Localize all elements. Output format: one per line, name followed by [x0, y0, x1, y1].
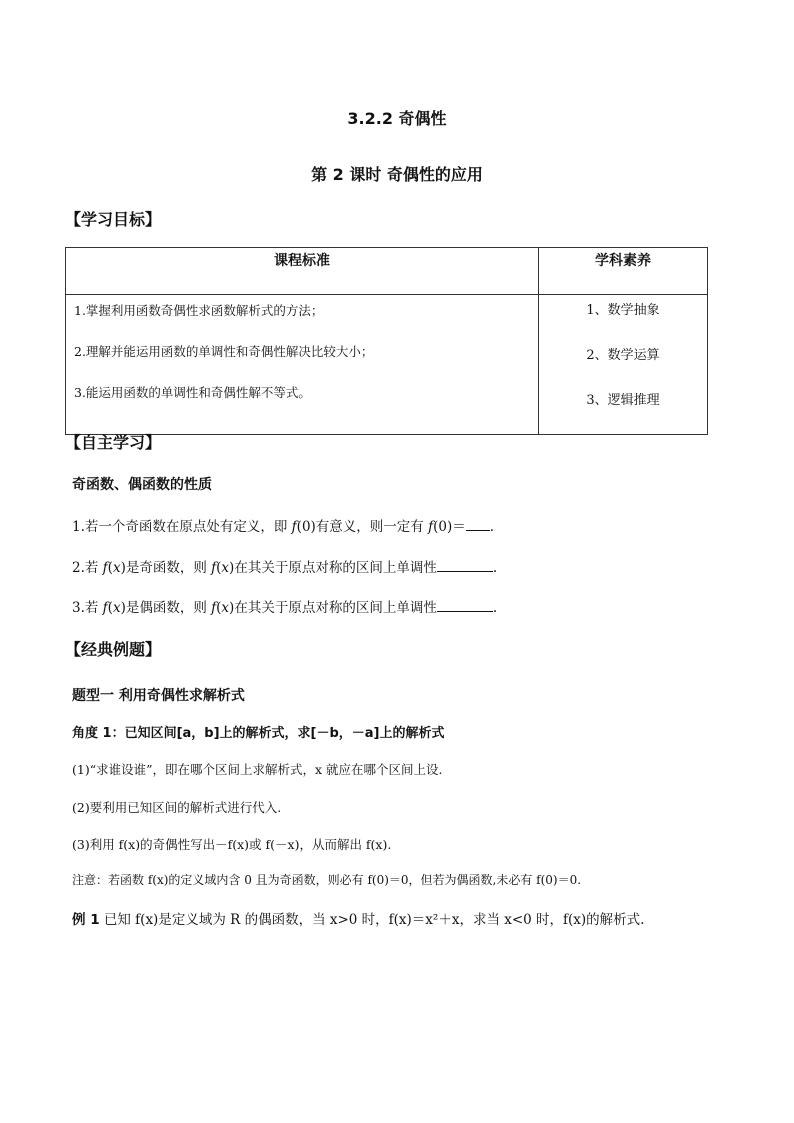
var: f [102, 560, 108, 576]
examples-heading: 【经典例题】 [65, 640, 162, 659]
standard-item: 3.能运用函数的单调性和奇偶性解不等式。 [74, 385, 311, 400]
self-study-heading: 【自主学习】 [65, 433, 162, 452]
text: 1.若一个奇函数在原点处有定义，即 [72, 519, 292, 535]
col-header-literacy: 学科素养 [539, 248, 708, 295]
text: . [492, 560, 498, 576]
text: (0)有意义，则一定有 [296, 519, 429, 535]
var: f [291, 519, 297, 535]
literacy-item: 2、数学运算 [586, 348, 660, 363]
literacy-item: 1、数学抽象 [586, 303, 660, 318]
step-1: (1)“求谁设谁”，即在哪个区间上求解析式，x 就应在哪个区间上设. [72, 762, 443, 777]
text: )是偶函数，则 [120, 600, 212, 616]
standard-item: 1.掌握利用函数奇偶性求函数解析式的方法； [74, 303, 324, 318]
text: ( [107, 560, 113, 576]
page-title: 3.2.2 奇偶性 [347, 109, 447, 128]
text: (0)＝ [433, 519, 466, 535]
var: x [221, 600, 230, 616]
step-2: (2)要利用已知区间的解析式进行代入. [72, 800, 282, 815]
text: . [492, 600, 498, 616]
text: 2.若 [72, 560, 103, 576]
text: ( [216, 600, 222, 616]
property-item-2 [72, 556, 497, 576]
lesson-subtitle: 第 2 课时 奇偶性的应用 [311, 165, 483, 184]
col-header-standard: 课程标准 [66, 248, 539, 295]
objectives-heading: 【学习目标】 [65, 210, 162, 229]
answer-blank[interactable] [437, 557, 493, 572]
text: ( [107, 600, 113, 616]
standards-cell [66, 295, 539, 435]
question-type-1: 题型一 利用奇偶性求解析式 [72, 688, 245, 704]
text: )是奇函数，则 [120, 560, 212, 576]
topic-title: 奇函数、偶函数的性质 [72, 477, 212, 493]
angle-1: 角度 1：已知区间[a，b]上的解析式，求[－b，－a]上的解析式 [72, 726, 445, 741]
example-label: 例 1 [72, 912, 100, 928]
example-1 [72, 908, 644, 928]
literacy-item: 3、逻辑推理 [586, 393, 660, 408]
text: )在其关于原点对称的区间上单调性 [229, 600, 437, 616]
step-3: (3)利用 f(x)的奇偶性写出－f(x)或 f(－x)，从而解出 f(x). [72, 837, 392, 852]
var: x [112, 560, 121, 576]
property-item-3 [72, 596, 497, 616]
example-text: 已知 f(x)是定义域为 R 的偶函数，当 x>0 时，f(x)＝x²＋x，求当 x<0 时，f(x)的解析式. [99, 912, 645, 928]
note: 注意：若函数 f(x)的定义域内含 0 且为奇函数，则必有 f(0)＝0，但若为偶函数,未必有 f(0)＝0. [72, 873, 582, 887]
var: f [211, 560, 217, 576]
text: )在其关于原点对称的区间上单调性 [229, 560, 437, 576]
answer-blank[interactable] [466, 516, 490, 531]
text: 3.若 [72, 600, 103, 616]
literacy-cell [539, 295, 708, 435]
text: . [489, 519, 495, 535]
var: f [211, 600, 217, 616]
objectives-table [65, 247, 708, 435]
answer-blank[interactable] [437, 597, 493, 612]
var: f [428, 519, 434, 535]
text: ( [216, 560, 222, 576]
var: x [112, 600, 121, 616]
var: f [102, 600, 108, 616]
standard-item: 2.理解并能运用函数的单调性和奇偶性解决比较大小； [74, 344, 374, 359]
var: x [221, 560, 230, 576]
property-item-1 [72, 515, 494, 535]
